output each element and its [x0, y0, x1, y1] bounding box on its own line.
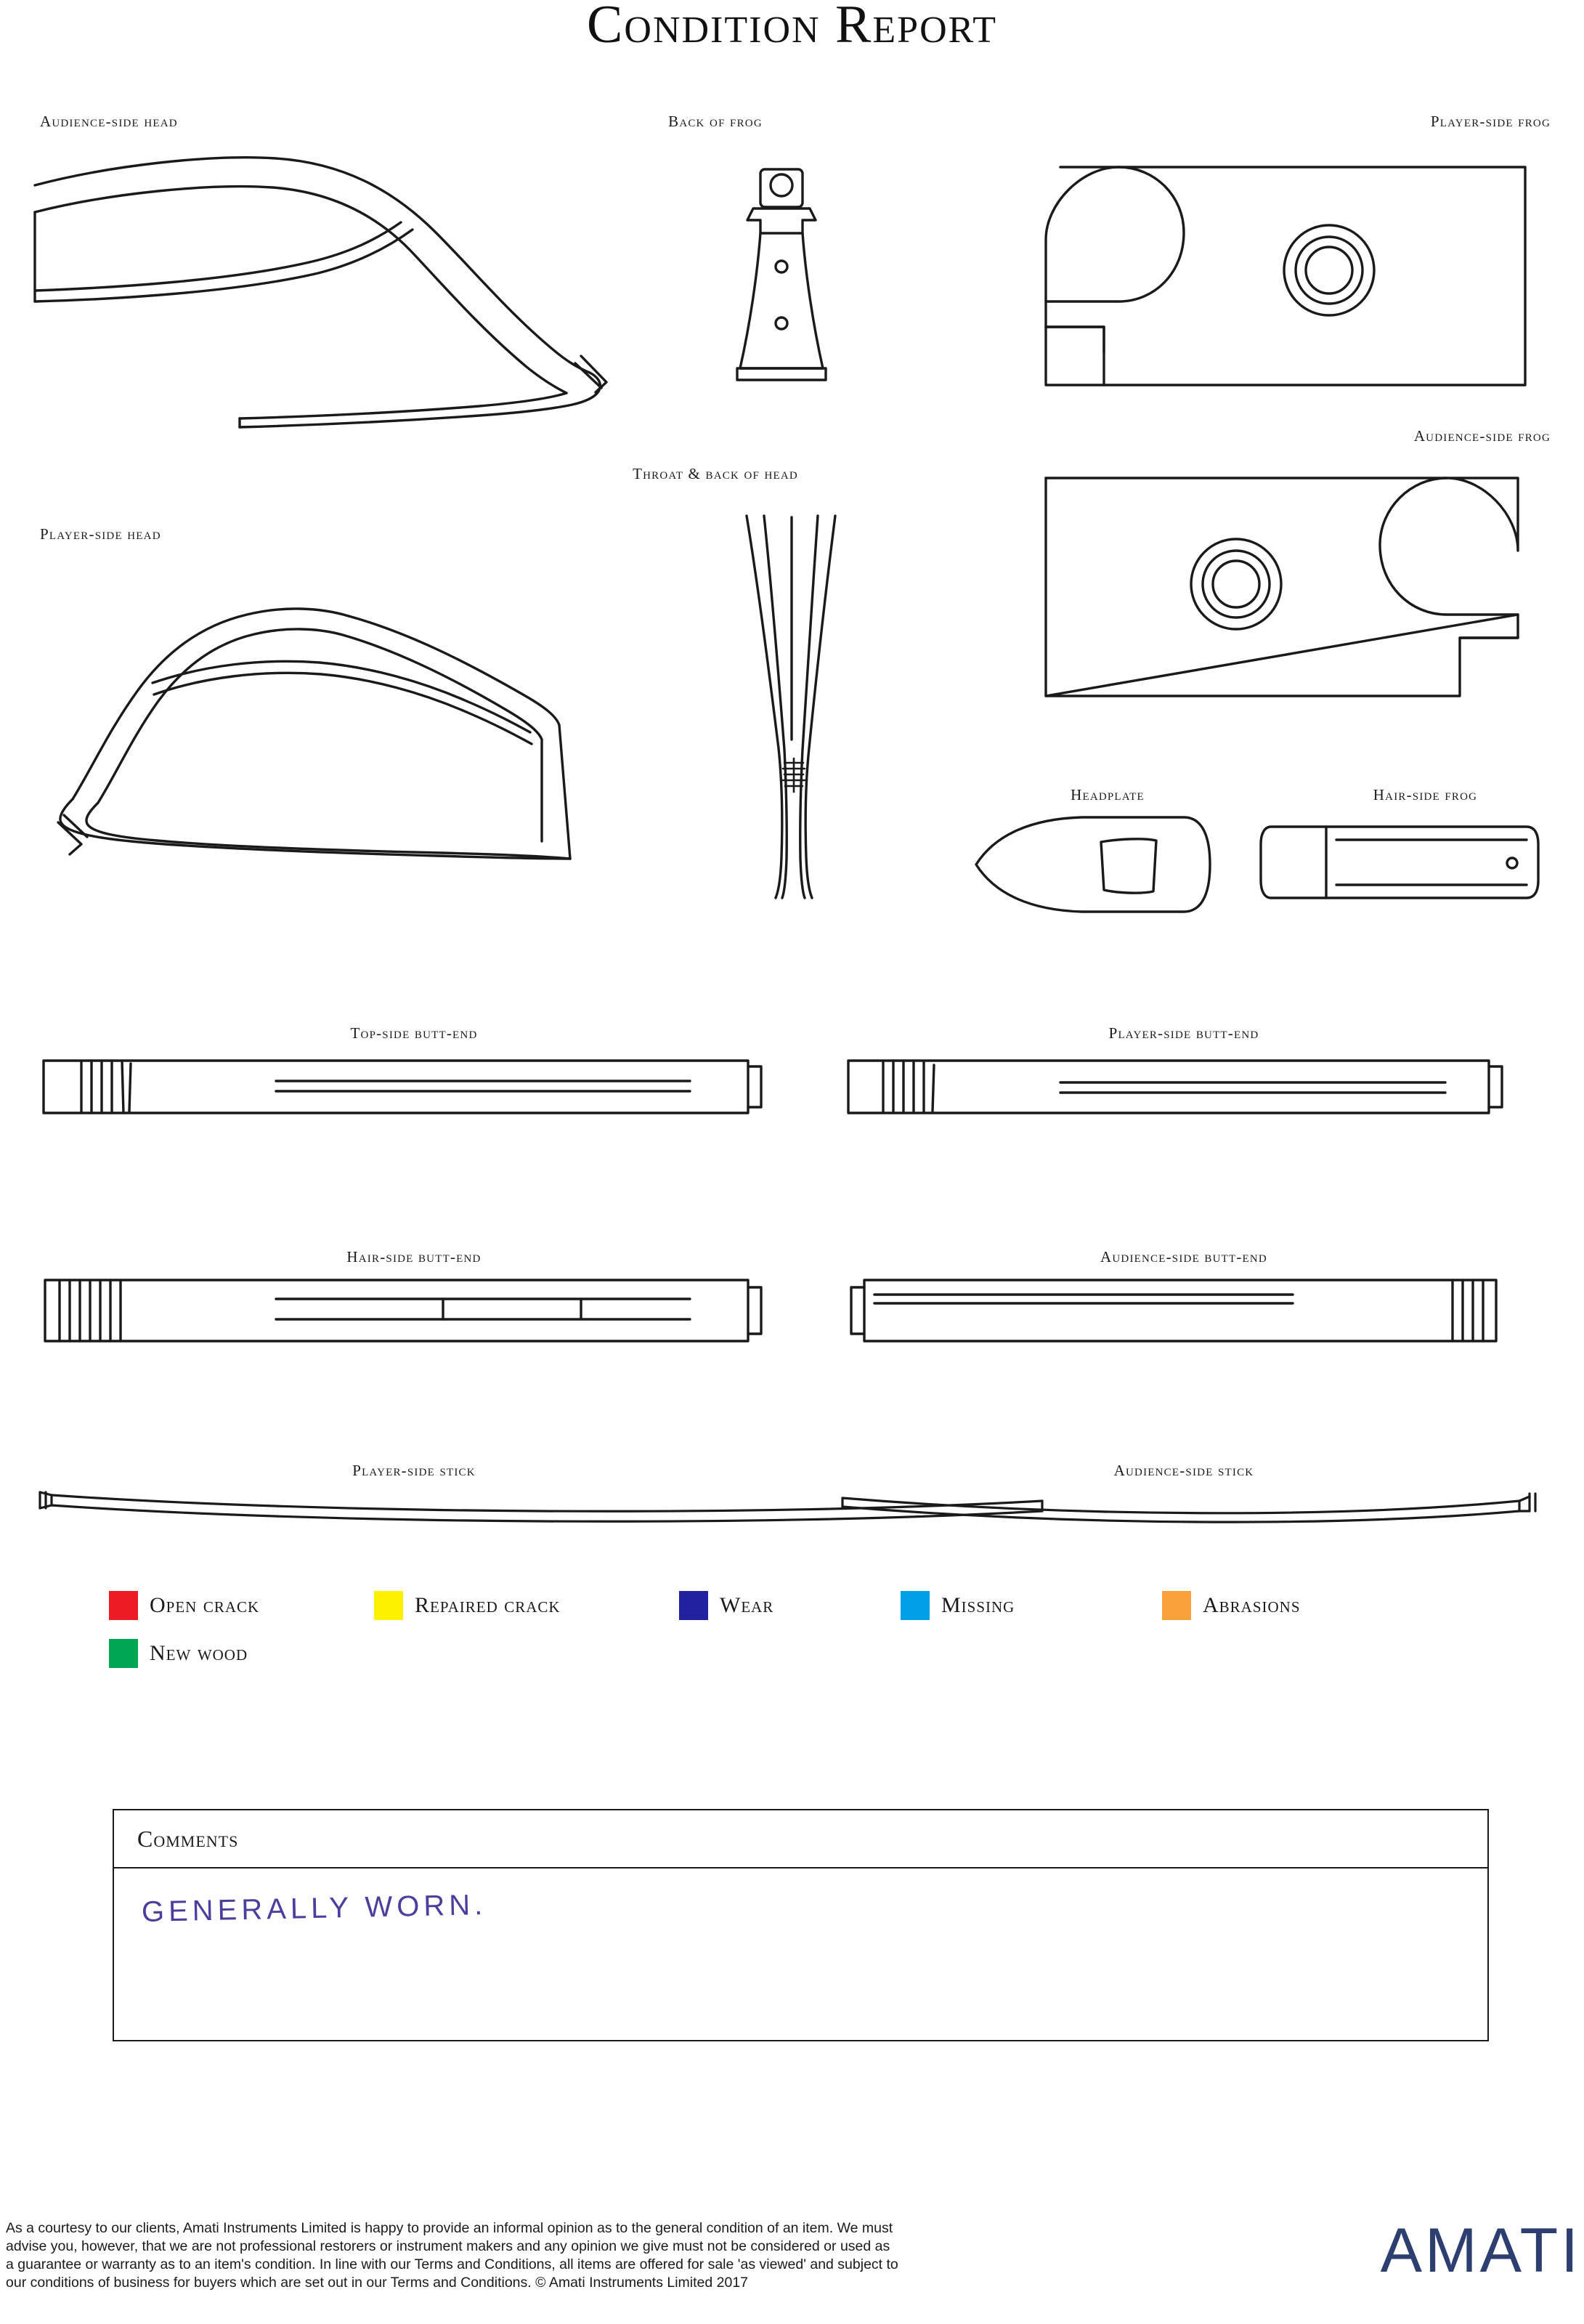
legend-item-abrasions: [1162, 1591, 1301, 1620]
caption-player-side-frog: Player-side frog: [1430, 113, 1551, 130]
diagram-audience-side-head: [29, 145, 617, 458]
swatch-abrasions: [1162, 1591, 1191, 1620]
diagram-headplate: [966, 810, 1220, 919]
footer-disclaimer: [6, 2219, 1204, 2292]
caption-hair-side-butt-end: Hair-side butt-end: [346, 1248, 482, 1266]
swatch-repaired-crack: [374, 1591, 403, 1620]
diagram-back-of-frog: [715, 163, 861, 403]
footer-line-4: our conditions of business for buyers which are set out in our Terms and Conditions. © Amati Instruments Limited 2017: [6, 2275, 749, 2291]
legend-item-missing: [901, 1591, 1162, 1620]
diagram-hair-side-butt-end: [36, 1270, 770, 1357]
legend-item-repaired-crack: [374, 1591, 679, 1620]
swatch-open-crack: [109, 1591, 138, 1620]
legend-item-new-wood: [109, 1639, 248, 1668]
brand-logo: AMATI: [1380, 2216, 1581, 2285]
comments-handwritten-text: GENERALLY WORN.: [141, 1889, 487, 1928]
caption-audience-side-butt-end: Audience-side butt-end: [1100, 1248, 1267, 1266]
diagram-throat-back-of-head: [734, 509, 850, 901]
footer-line-3: a guarantee or warranty as to an item's condition. In line with our Terms and Conditions, all items are offered for sale 'as viewed' and subject to: [6, 2256, 898, 2272]
caption-top-side-butt-end: Top-side butt-end: [350, 1024, 478, 1042]
diagram-player-side-butt-end: [842, 1048, 1518, 1127]
caption-throat-back-of-head: Throat & back of head: [633, 465, 798, 482]
legend-row-1: [109, 1591, 1489, 1620]
diagram-player-side-head: [29, 552, 610, 879]
comments-heading: Comments: [137, 1825, 239, 1852]
legend-label-abrasions: Abrasions: [1203, 1593, 1301, 1617]
swatch-wear: [679, 1591, 708, 1620]
caption-audience-side-head: Audience-side head: [40, 113, 178, 130]
caption-back-of-frog: Back of frog: [668, 113, 763, 130]
caption-hair-side-frog: Hair-side frog: [1373, 786, 1478, 803]
footer-line-1: As a courtesy to our clients, Amati Instruments Limited is happy to provide an informal opinion as to the general condition of an item. We must: [6, 2220, 893, 2236]
legend-item-wear: [679, 1591, 901, 1620]
caption-player-side-head: Player-side head: [40, 525, 161, 543]
comments-header: [114, 1810, 1487, 1868]
legend-label-new-wood: New wood: [150, 1641, 248, 1665]
legend: [109, 1591, 1489, 1687]
legend-label-wear: Wear: [720, 1593, 774, 1617]
footer-line-2: advise you, however, that we are not professional restorers or instrument makers and any opinion we give must not be considered or used as: [6, 2238, 890, 2254]
comments-body[interactable]: [114, 1868, 1487, 1929]
diagram-audience-side-stick: [828, 1482, 1540, 1533]
legend-label-missing: Missing: [941, 1593, 1015, 1617]
caption-audience-side-stick: Audience-side stick: [1113, 1462, 1254, 1479]
diagram-audience-side-frog: [1039, 456, 1540, 718]
diagram-top-side-butt-end: [36, 1048, 770, 1127]
legend-item-open-crack: [109, 1591, 374, 1620]
page-title: Condition Report: [587, 0, 997, 54]
caption-headplate: Headplate: [1071, 786, 1145, 803]
legend-label-open-crack: Open crack: [150, 1593, 260, 1617]
caption-player-side-butt-end: Player-side butt-end: [1108, 1024, 1259, 1042]
diagram-player-side-frog: [1039, 145, 1540, 407]
swatch-missing: [901, 1591, 930, 1620]
diagram-hair-side-frog: [1256, 815, 1547, 910]
legend-row-2: [109, 1639, 1489, 1668]
diagram-audience-side-butt-end: [842, 1270, 1518, 1357]
comments-box[interactable]: [113, 1809, 1489, 2041]
caption-player-side-stick: Player-side stick: [352, 1462, 476, 1479]
swatch-new-wood: [109, 1639, 138, 1668]
caption-audience-side-frog: Audience-side frog: [1413, 427, 1551, 445]
legend-label-repaired-crack: Repaired crack: [415, 1593, 561, 1617]
